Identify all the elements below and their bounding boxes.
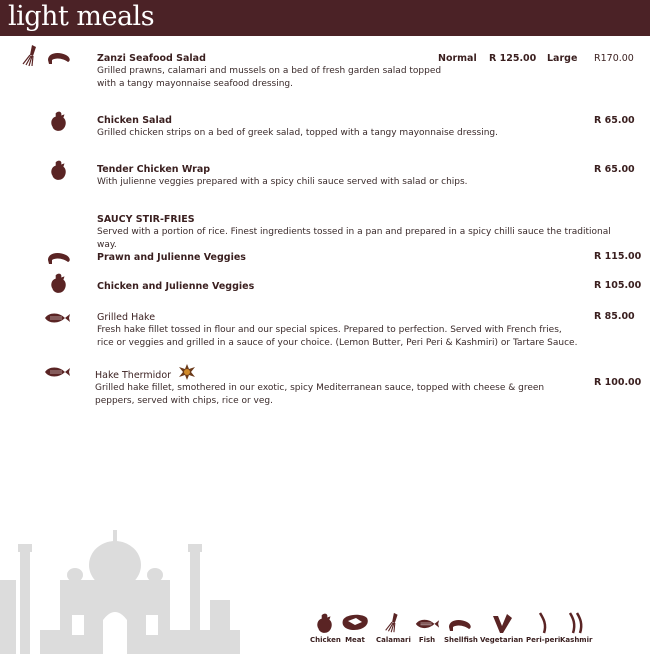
- item-description: peppers, served with chips, rice or veg.: [95, 396, 273, 406]
- legend-label: Vegetarian: [480, 636, 524, 644]
- taj-mahal-silhouette: [0, 520, 240, 654]
- size-label-large: Large: [547, 53, 578, 64]
- legend-chicken: [310, 612, 341, 644]
- legend-label: Kashmir: [560, 636, 593, 644]
- section-description: Served with a portion of rice. Finest ingredients tossed in a pan and prepared in a spicy chilli sauce the traditional way.: [97, 227, 611, 250]
- meat-icon: [340, 612, 370, 634]
- legend-label: Calamari: [376, 636, 411, 644]
- menu-item: [97, 311, 627, 350]
- menu-item: [97, 163, 627, 189]
- legend-kashmir: [560, 612, 592, 644]
- legend-vegetarian: [480, 612, 523, 644]
- item-description: Grilled chicken strips on a bed of greek salad, topped with a tangy mayonnaise dressing.: [97, 128, 498, 138]
- stir-fries-section: [97, 213, 627, 252]
- chicken-icon: [48, 272, 70, 294]
- legend-fish: [414, 612, 440, 644]
- section-title: light meals: [8, 1, 155, 32]
- chicken-icon: [314, 612, 336, 634]
- fish-icon: [42, 365, 72, 379]
- item-description: rice or veggies and grilled in a sauce of your choice. (Lemon Butter, Peri Peri & Kashmiri) or Tartare Sauce.: [97, 338, 578, 348]
- legend-peri-peri: [526, 612, 560, 644]
- item-name: Chicken Salad: [97, 115, 172, 126]
- legend-calamari: [376, 612, 411, 644]
- legend-meat: [340, 612, 370, 644]
- item-name: Zanzi Seafood Salad: [97, 53, 206, 64]
- section-subtitle: SAUCY STIR-FRIES: [97, 214, 195, 225]
- menu-item: [95, 364, 625, 408]
- item-description: With julienne veggies prepared with a spicy chili sauce served with salad or chips.: [97, 177, 468, 187]
- price-normal: R 125.00: [489, 53, 537, 64]
- menu-item: [97, 280, 627, 293]
- item-description: Fresh hake fillet tossed in flour and our special spices. Prepared to perfection. Served with French fries,: [97, 325, 562, 335]
- item-price: R 65.00: [594, 115, 635, 126]
- fish-icon: [414, 612, 440, 634]
- item-price: R 105.00: [594, 280, 642, 291]
- item-description: with a tangy mayonnaise seafood dressing.: [97, 79, 294, 89]
- shellfish-icon: [46, 50, 74, 66]
- peri-peri-icon: [535, 612, 551, 634]
- item-price: R 100.00: [594, 377, 642, 388]
- legend-label: Peri-peri: [526, 636, 561, 644]
- calamari-icon: [18, 44, 44, 70]
- legend-label: Fish: [418, 636, 436, 644]
- legend-label: Meat: [345, 636, 365, 644]
- item-name: Grilled Hake: [97, 312, 156, 323]
- item-name: Chicken and Julienne Veggies: [97, 281, 255, 292]
- item-price: R 115.00: [594, 251, 642, 262]
- legend-label: Shellfish: [444, 636, 478, 644]
- item-description: Grilled hake fillet, smothered in our exotic, spicy Mediterranean sauce, topped with cheese & green: [95, 383, 545, 393]
- legend-label: Chicken: [310, 636, 341, 644]
- chicken-icon: [48, 110, 70, 132]
- chicken-icon: [48, 159, 70, 181]
- fish-icon: [42, 311, 72, 325]
- price-large: R170.00: [594, 53, 634, 64]
- kashmir-icon: [565, 612, 587, 634]
- item-name: Tender Chicken Wrap: [97, 164, 211, 175]
- legend-shellfish: [444, 612, 478, 644]
- chef-special-icon: [178, 364, 196, 380]
- item-description: Grilled prawns, calamari and mussels on a bed of fresh garden salad topped: [97, 66, 442, 76]
- size-label-normal: Normal: [438, 53, 477, 64]
- menu-item: [97, 251, 627, 264]
- item-price: R 65.00: [594, 164, 635, 175]
- shellfish-icon: [46, 250, 74, 266]
- item-price: R 85.00: [594, 311, 635, 322]
- vegetarian-icon: [491, 612, 513, 634]
- calamari-icon: [381, 612, 405, 634]
- item-name-text: Hake Thermidor: [95, 370, 172, 381]
- shellfish-icon: [447, 612, 475, 634]
- section-header: [0, 0, 650, 36]
- menu-item: [97, 114, 627, 140]
- item-name: [95, 364, 625, 382]
- item-name: Prawn and Julienne Veggies: [97, 252, 246, 263]
